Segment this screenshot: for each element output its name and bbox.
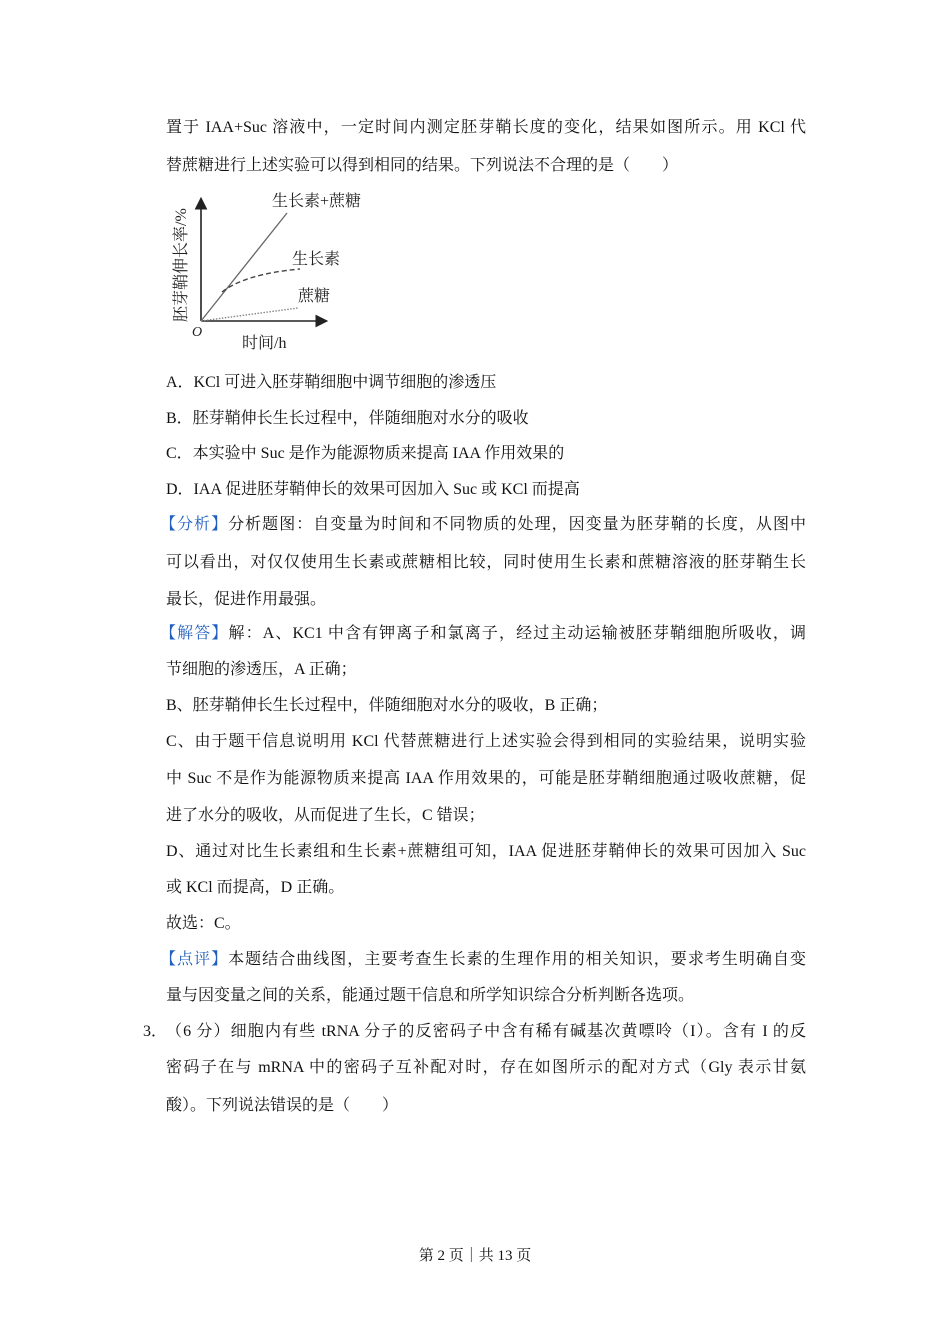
answer-line: 或 KCl 而提高，D 正确。 [166, 879, 345, 896]
series-label: 蔗糖 [298, 288, 331, 305]
intro-line: 替蔗糖进行上述实验可以得到相同的结果。下列说法不合理的是（ ） [166, 157, 679, 174]
origin-label: O [192, 325, 203, 340]
answer-line: D、通过对比生长素组和生长素+蔗糖组可知，IAA 促进胚芽鞘伸长的效果可因加入 Suc [166, 843, 806, 860]
answer-line [160, 623, 806, 645]
x-axis-label: 时间/h [242, 335, 287, 352]
intro-line: 置于 IAA+Suc 溶液中，一定时间内测定胚芽鞘长度的变化，结果如图所示。用 KCl 代 [166, 119, 806, 136]
series-label: 生长素+蔗糖 [272, 193, 362, 210]
growth-chart [160, 180, 390, 360]
answer-line: B、胚芽鞘伸长生长过程中，伴随细胞对水分的吸收，B 正确； [166, 697, 608, 714]
page-footer: 第 2 页｜共 13 页 [418, 1248, 532, 1264]
answer-line: C、由于题干信息说明用 KCl 代替蔗糖进行上述实验会得到相同的实验结果，说明实验 [166, 733, 806, 750]
answer-line: 中 Suc 不是作为能源物质来提高 IAA 作用效果的，可能是胚芽鞘细胞通过吸收蔗糖，促 [166, 770, 806, 787]
answer-line: 故选：C。 [166, 915, 241, 932]
comment-tag: 【点评】 [160, 951, 229, 968]
analysis-tag: 【分析】 [160, 516, 229, 533]
option-b: B．胚芽鞘伸长生长过程中，伴随细胞对水分的吸收 [166, 410, 529, 427]
option-a: A．KCl 可进入胚芽鞘细胞中调节细胞的渗透压 [166, 374, 497, 391]
answer-tag: 【解答】 [160, 625, 229, 642]
analysis-text: 分析题图：自变量为时间和不同物质的处理，因变量为胚芽鞘的长度，从图中 [228, 516, 806, 533]
question-number: 3． [143, 1023, 168, 1040]
answer-line: 进了水分的吸收，从而促进了生长，C 错误； [166, 807, 485, 824]
answer-text: 解：A、KC1 中含有钾离子和氯离子，经过主动运输被胚芽鞘细胞所吸收，调 [228, 625, 806, 642]
option-d: D．IAA 促进胚芽鞘伸长的效果可因加入 Suc 或 KCl 而提高 [166, 481, 580, 498]
analysis-line: 可以看出，对仅仅使用生长素或蔗糖相比较，同时使用生长素和蔗糖溶液的胚芽鞘生长 [166, 554, 806, 571]
series-label: 生长素 [292, 251, 341, 268]
series-line-suc [201, 308, 298, 321]
comment-text: 本题结合曲线图，主要考查生长素的生理作用的相关知识，要求考生明确自变 [228, 951, 806, 968]
analysis-line [160, 514, 806, 536]
comment-line [160, 949, 806, 971]
option-c: C．本实验中 Suc 是作为能源物质来提高 IAA 作用效果的 [166, 445, 565, 462]
comment-line: 量与因变量之间的关系，能通过题干信息和所学知识综合分析判断各选项。 [166, 987, 695, 1004]
question-line: 酸）。下列说法错误的是（ ） [166, 1097, 399, 1114]
series-line-iaa-suc [201, 213, 287, 321]
analysis-line: 最长，促进作用最强。 [166, 591, 327, 608]
question-line: （6 分）细胞内有些 tRNA 分子的反密码子中含有稀有碱基次黄嘌呤（I）。含有 I 的反 [166, 1023, 806, 1040]
y-axis-label: 胚芽鞘伸长率/% [173, 208, 190, 322]
answer-line: 节细胞的渗透压，A 正确； [166, 661, 357, 678]
question-line: 密码子在与 mRNA 中的密码子互补配对时，存在如图所示的配对方式（Gly 表示甘氨 [166, 1059, 806, 1076]
